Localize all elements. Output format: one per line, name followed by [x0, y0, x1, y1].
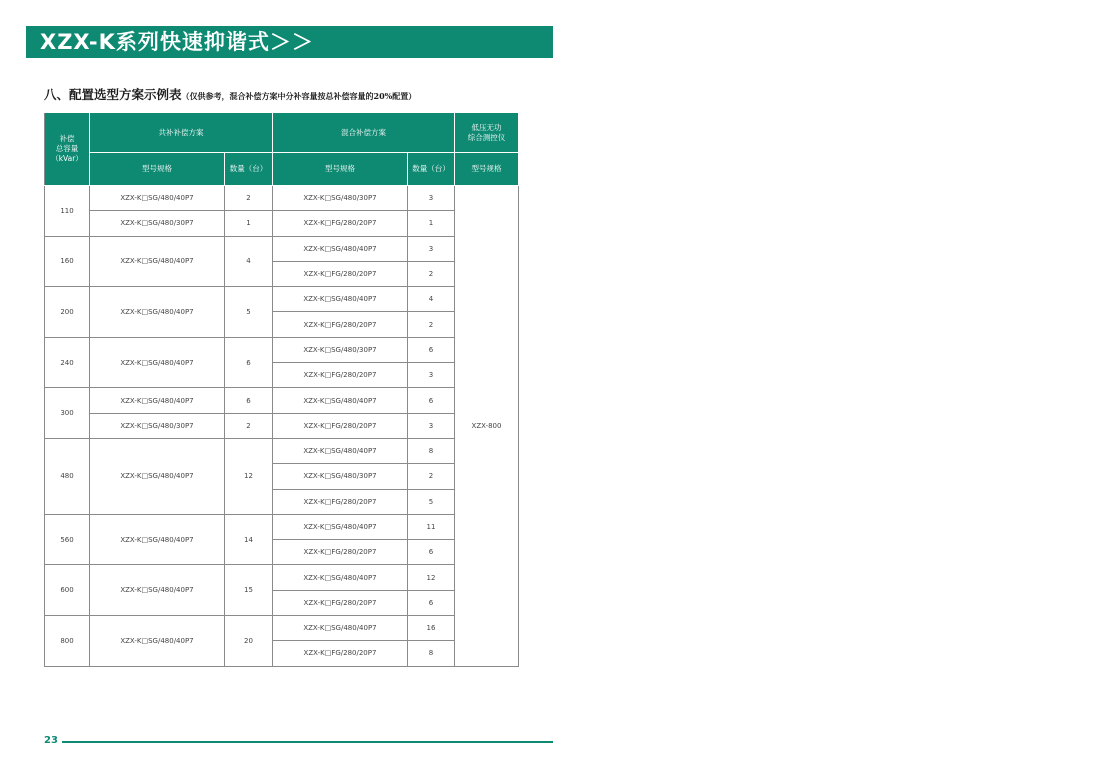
mixed-qty-cell: 2 [408, 312, 455, 337]
common-model-cell: XZX-K□SG/480/40P7 [90, 565, 225, 616]
mixed-qty-cell: 3 [408, 363, 455, 388]
common-qty-cell: 1 [225, 211, 273, 236]
common-model-cell: XZX-K□SG/480/30P7 [90, 211, 225, 236]
controller-model-cell: XZX-800 [455, 186, 519, 667]
mixed-qty-cell: 6 [408, 590, 455, 615]
capacity-cell: 240 [45, 337, 90, 388]
table-row [45, 236, 519, 261]
capacity-cell: 300 [45, 388, 90, 439]
mixed-compensation-header: 混合补偿方案 [273, 113, 455, 153]
footer-rule [62, 741, 553, 743]
mixed-model-cell: XZX-K□SG/480/40P7 [273, 236, 408, 261]
common-model-cell: XZX-K□SG/480/40P7 [90, 514, 225, 565]
mixed-model-header: 型号规格 [273, 153, 408, 186]
mixed-qty-header: 数量（台） [408, 153, 455, 186]
mixed-model-cell: XZX-K□FG/280/20P7 [273, 590, 408, 615]
table-row [45, 616, 519, 641]
table-row [45, 287, 519, 312]
common-qty-header: 数量（台） [225, 153, 273, 186]
common-compensation-header: 共补补偿方案 [90, 113, 273, 153]
configuration-table [44, 112, 519, 667]
mixed-qty-cell: 6 [408, 540, 455, 565]
section-title: 八、配置选型方案示例表 [44, 87, 182, 102]
mixed-qty-cell: 8 [408, 438, 455, 463]
capacity-cell: 480 [45, 438, 90, 514]
common-model-cell: XZX-K□SG/480/40P7 [90, 287, 225, 338]
mixed-qty-cell: 8 [408, 641, 455, 666]
mixed-model-cell: XZX-K□SG/480/30P7 [273, 186, 408, 211]
capacity-cell: 560 [45, 514, 90, 565]
mixed-model-cell: XZX-K□SG/480/30P7 [273, 337, 408, 362]
mixed-model-cell: XZX-K□SG/480/40P7 [273, 565, 408, 590]
table-row [45, 211, 519, 236]
mixed-qty-cell: 5 [408, 489, 455, 514]
common-qty-cell: 5 [225, 287, 273, 338]
mixed-qty-cell: 12 [408, 565, 455, 590]
mixed-model-cell: XZX-K□SG/480/40P7 [273, 514, 408, 539]
common-model-cell: XZX-K□SG/480/40P7 [90, 616, 225, 667]
mixed-model-cell: XZX-K□SG/480/40P7 [273, 438, 408, 463]
capacity-cell: 800 [45, 616, 90, 667]
common-qty-cell: 2 [225, 413, 273, 438]
common-model-cell: XZX-K□SG/480/40P7 [90, 438, 225, 514]
controller-model-header: 型号规格 [455, 153, 519, 186]
common-model-cell: XZX-K□SG/480/40P7 [90, 388, 225, 413]
mixed-qty-cell: 11 [408, 514, 455, 539]
table-row [45, 413, 519, 438]
common-qty-cell: 6 [225, 337, 273, 388]
mixed-model-cell: XZX-K□FG/280/20P7 [273, 413, 408, 438]
mixed-model-cell: XZX-K□FG/280/20P7 [273, 540, 408, 565]
controller-header: 低压无功 综合测控仪 [455, 113, 519, 153]
capacity-cell: 160 [45, 236, 90, 287]
mixed-model-cell: XZX-K□FG/280/20P7 [273, 312, 408, 337]
table-row [45, 438, 519, 463]
table-row [45, 388, 519, 413]
common-qty-cell: 6 [225, 388, 273, 413]
mixed-qty-cell: 6 [408, 337, 455, 362]
common-model-header: 型号规格 [90, 153, 225, 186]
mixed-model-cell: XZX-K□FG/280/20P7 [273, 211, 408, 236]
mixed-model-cell: XZX-K□SG/480/30P7 [273, 464, 408, 489]
mixed-qty-cell: 6 [408, 388, 455, 413]
common-qty-cell: 4 [225, 236, 273, 287]
common-qty-cell: 15 [225, 565, 273, 616]
mixed-qty-cell: 3 [408, 186, 455, 211]
mixed-qty-cell: 4 [408, 287, 455, 312]
common-model-cell: XZX-K□SG/480/40P7 [90, 186, 225, 211]
mixed-qty-cell: 3 [408, 413, 455, 438]
common-qty-cell: 2 [225, 186, 273, 211]
mixed-model-cell: XZX-K□SG/480/40P7 [273, 616, 408, 641]
mixed-model-cell: XZX-K□FG/280/20P7 [273, 363, 408, 388]
capacity-cell: 200 [45, 287, 90, 338]
mixed-qty-cell: 16 [408, 616, 455, 641]
table-body [45, 186, 519, 667]
common-model-cell: XZX-K□SG/480/40P7 [90, 337, 225, 388]
table-row [45, 186, 519, 211]
table-row [45, 337, 519, 362]
mixed-qty-cell: 2 [408, 261, 455, 286]
title-banner [26, 26, 553, 58]
capacity-cell: 600 [45, 565, 90, 616]
mixed-model-cell: XZX-K□SG/480/40P7 [273, 388, 408, 413]
mixed-qty-cell: 2 [408, 464, 455, 489]
mixed-model-cell: XZX-K□FG/280/20P7 [273, 641, 408, 666]
banner-title: XZX-K系列快速抑谐式＞＞ [40, 30, 314, 54]
common-qty-cell: 20 [225, 616, 273, 667]
mixed-qty-cell: 1 [408, 211, 455, 236]
common-qty-cell: 14 [225, 514, 273, 565]
table-row [45, 514, 519, 539]
mixed-qty-cell: 3 [408, 236, 455, 261]
section-note: （仅供参考，混合补偿方案中分补容量按总补偿容量的20%配置） [181, 91, 417, 101]
mixed-model-cell: XZX-K□FG/280/20P7 [273, 489, 408, 514]
table-row [45, 565, 519, 590]
common-model-cell: XZX-K□SG/480/30P7 [90, 413, 225, 438]
capacity-cell: 110 [45, 186, 90, 237]
common-model-cell: XZX-K□SG/480/40P7 [90, 236, 225, 287]
capacity-header: 补偿 总容量 （kVar） [45, 113, 90, 186]
common-qty-cell: 12 [225, 438, 273, 514]
mixed-model-cell: XZX-K□SG/480/40P7 [273, 287, 408, 312]
page-number: 23 [44, 735, 58, 746]
section-heading [44, 84, 416, 103]
mixed-model-cell: XZX-K□FG/280/20P7 [273, 261, 408, 286]
